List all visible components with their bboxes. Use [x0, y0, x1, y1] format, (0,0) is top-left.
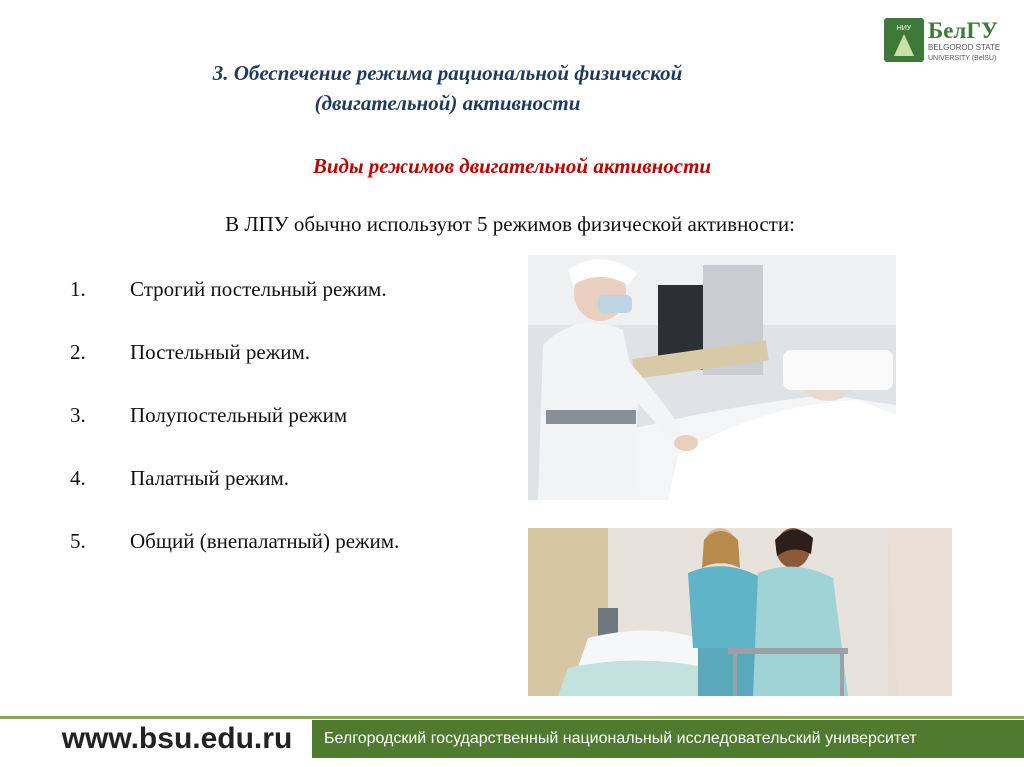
- list-item: [70, 529, 399, 560]
- modes-list: [70, 277, 399, 592]
- list-item: [70, 277, 399, 308]
- list-item-text: Общий (внепалатный) режим.: [130, 529, 400, 553]
- intro-text: В ЛПУ обычно используют 5 режимов физической активности:: [225, 212, 795, 236]
- patient-walker-photo: [528, 528, 952, 696]
- title-line-1: 3. Обеспечение режима рациональной физической: [212, 61, 683, 85]
- logo-latin-line2: UNIVERSITY (BelSU): [928, 55, 997, 62]
- list-item-text: Палатный режим.: [130, 466, 290, 490]
- list-item-number: 3.: [70, 403, 86, 427]
- university-name-banner: Белгородский государственный национальный исследовательский университет: [312, 720, 1024, 758]
- list-item-number: 5.: [70, 529, 86, 553]
- slide-subtitle: Виды режимов двигательной активности: [312, 154, 712, 178]
- list-item-text: Полупостельный режим: [130, 403, 348, 427]
- title-line-2: (двигательной) активности: [314, 91, 581, 115]
- logo-badge-text: НИУ: [896, 25, 912, 32]
- list-item-number: 2.: [70, 340, 86, 364]
- list-item: [70, 466, 399, 497]
- footer-divider: [0, 716, 1024, 719]
- list-item-number: 1.: [70, 277, 86, 301]
- list-item: [70, 340, 399, 371]
- website-url[interactable]: www.bsu.edu.ru: [61, 722, 293, 755]
- logo-latin-line1: BELGOROD STATE: [928, 43, 1001, 52]
- nurse-bedside-photo: [528, 255, 896, 500]
- university-logo: [884, 14, 1006, 66]
- slide-title: [150, 58, 745, 118]
- list-item: [70, 403, 399, 434]
- list-item-number: 4.: [70, 466, 86, 490]
- list-item-text: Постельный режим.: [130, 340, 311, 364]
- logo-name: БелГУ: [928, 18, 998, 43]
- list-item-text: Строгий постельный режим.: [130, 277, 387, 301]
